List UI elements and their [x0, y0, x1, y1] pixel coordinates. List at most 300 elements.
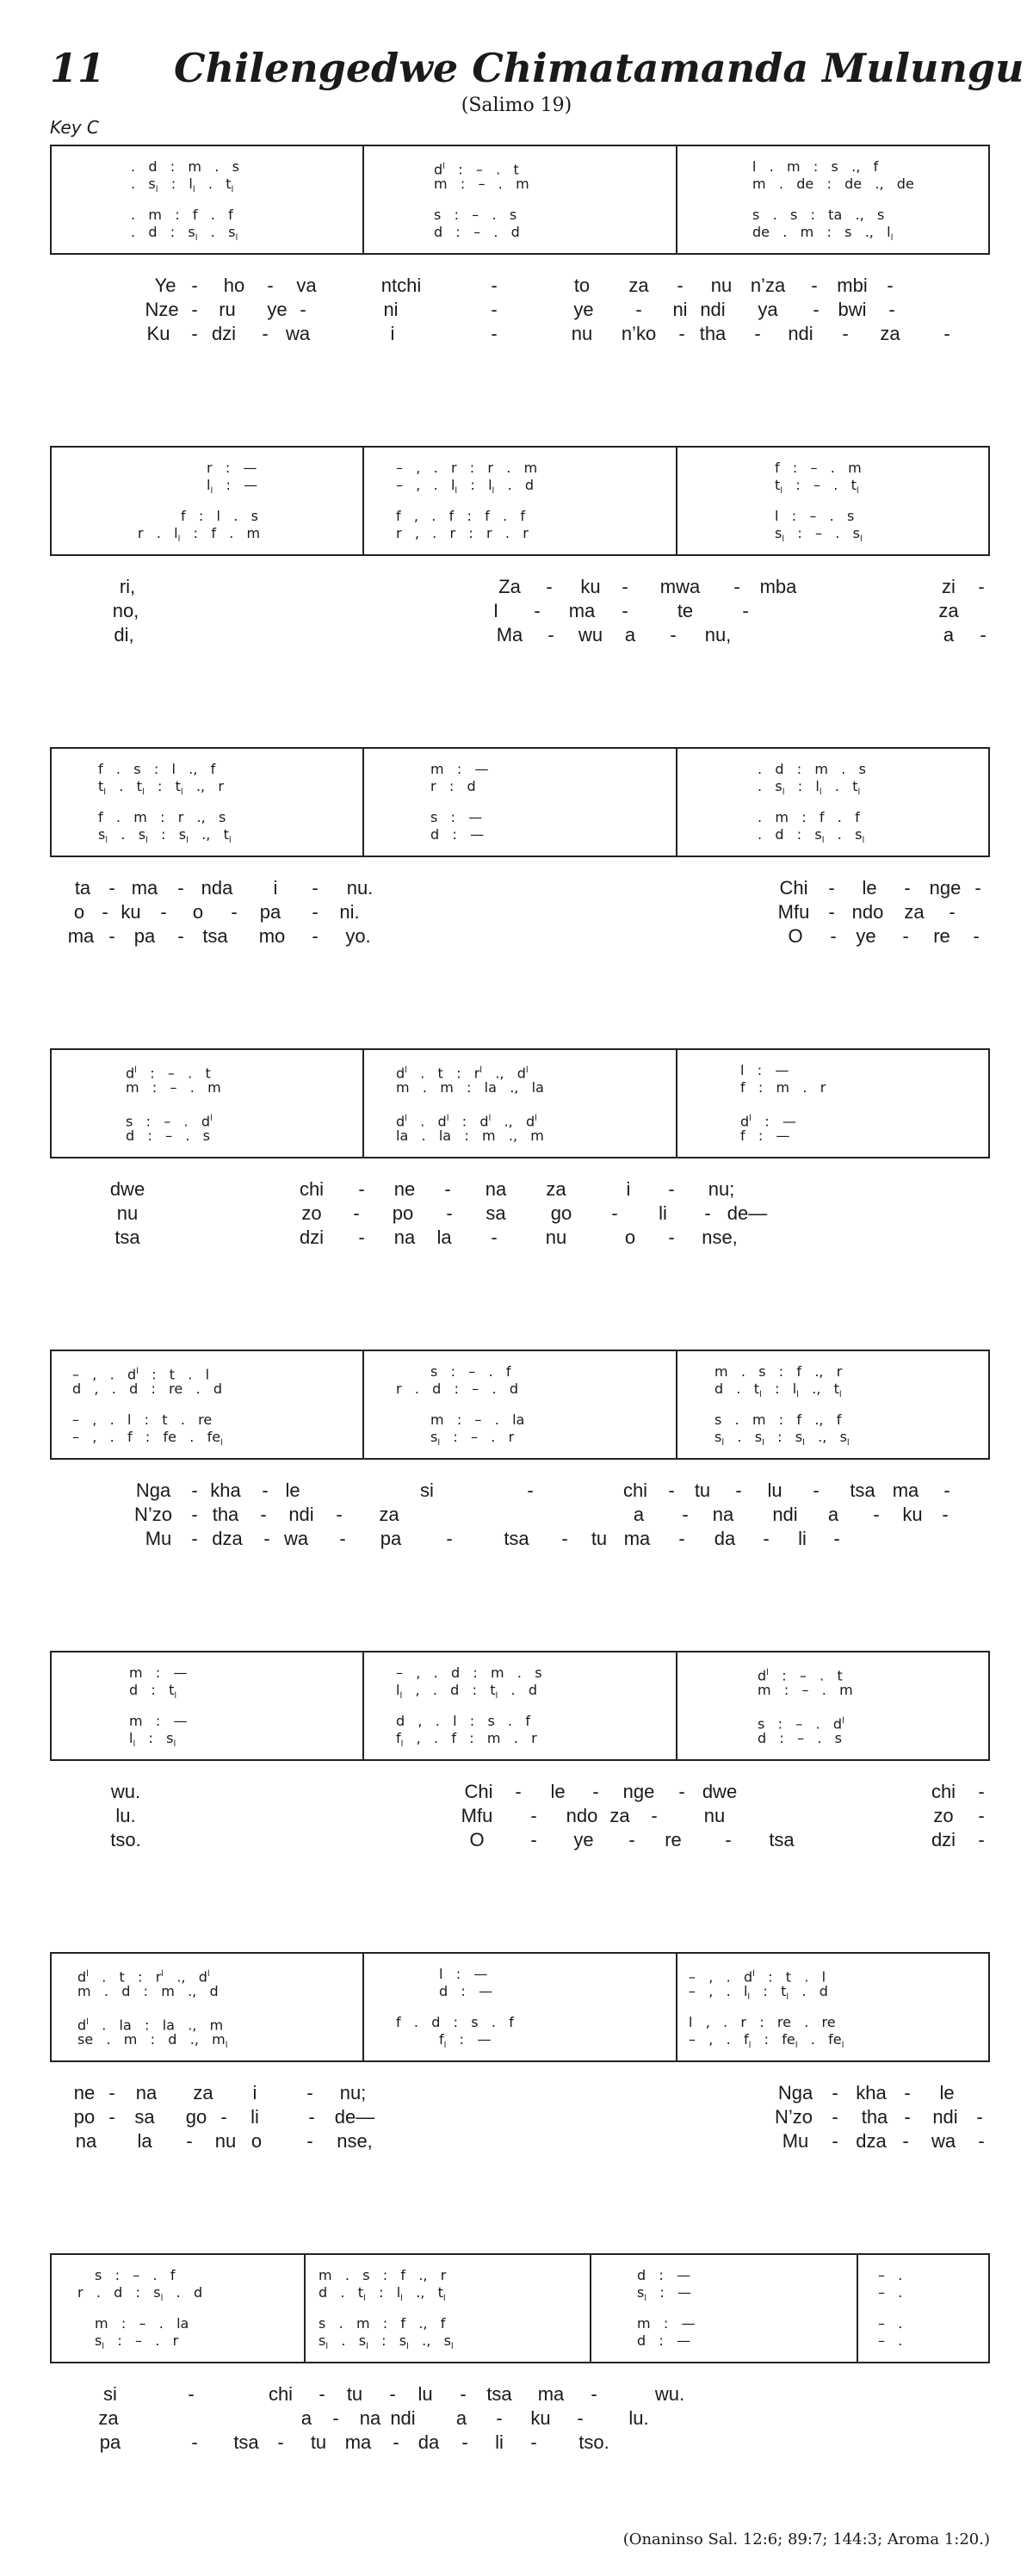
solfa-notes: $d^l$ : – . t: [434, 161, 519, 178]
lyric-hyphen: -: [980, 624, 987, 646]
lyric-syllable: zo: [301, 1202, 322, 1224]
lyric-hyphen: -: [534, 600, 541, 621]
lyric-hyphen: -: [306, 2082, 313, 2103]
solfa-notes: $d^l$ . t : $r^l$ ., $d^l$: [77, 1968, 210, 1986]
lyric-hyphen: -: [530, 1829, 537, 1850]
lyric-hyphen: -: [262, 1480, 269, 1501]
lyric-hyphen: -: [527, 1480, 534, 1501]
solfa-notes: l : —: [740, 1062, 789, 1078]
lyric-syllable: ho: [223, 275, 245, 296]
solfa-notes: m : —: [129, 1665, 188, 1681]
lyric-hyphen: -: [460, 2383, 467, 2405]
lyric-hyphen: -: [813, 1480, 820, 1501]
lyric-syllable: le: [939, 2082, 955, 2103]
solfa-notes: de . m : s ., $l_l$: [752, 224, 894, 244]
lyric-hyphen: -: [591, 2383, 597, 2405]
lyric-hyphen: -: [902, 925, 909, 947]
lyric-syllable: nu: [710, 275, 733, 296]
lyric-syllable: za: [628, 275, 649, 296]
lyric-hyphen: -: [622, 600, 628, 621]
lyric-syllable: za: [880, 323, 900, 344]
lyric-syllable: i: [252, 2082, 257, 2103]
lyric-syllable: ndi: [288, 1504, 314, 1525]
lyric-hyphen: -: [763, 1528, 770, 1549]
lyric-hyphen: -: [530, 2431, 537, 2453]
solfa-notes: $d^l$ : —: [740, 1113, 796, 1130]
solfa-notes: s : – . f: [430, 1363, 511, 1380]
solfa-line: [52, 2315, 988, 2332]
solfa-line: [52, 207, 988, 224]
lyric-syllable: N’zo: [133, 1504, 173, 1525]
lyric-syllable: nu,: [704, 624, 732, 646]
solfa-notes: $s_l$ . $s_l$ : $s_l$ ., $s_l$: [319, 2332, 454, 2352]
lyric-syllable: dzi: [299, 1226, 325, 1248]
lyric-syllable: O: [469, 1829, 485, 1850]
lyric-syllable: nu;: [708, 1178, 735, 1200]
music-system-6: [50, 1651, 990, 1761]
lyric-hyphen: -: [704, 1202, 711, 1224]
lyric-syllable: lu: [418, 2383, 433, 2405]
lyric-hyphen: -: [887, 275, 894, 296]
lyric-hyphen: -: [842, 323, 849, 344]
lyric-hyphen: -: [622, 576, 628, 597]
lyric-hyphen: -: [651, 1805, 658, 1826]
solfa-notes: – , . r : r . m: [396, 460, 538, 476]
hymn-subtitle: (Salimo 19): [461, 95, 572, 116]
solfa-notes: – , . $d^l$ : t . l: [689, 1968, 826, 1986]
lyric-syllable: na: [393, 1226, 416, 1248]
solfa-line: [52, 826, 988, 846]
lyric-syllable: ma: [67, 925, 95, 947]
solfa-notes: d : – . s: [126, 1127, 210, 1144]
lyric-line-verse-2: [0, 1503, 1033, 1527]
lyric-syllable: nge: [929, 877, 962, 899]
lyric-syllable: ni: [672, 299, 688, 320]
lyric-hyphen: -: [832, 2130, 838, 2152]
lyric-hyphen: -: [949, 901, 956, 923]
lyric-hyphen: -: [828, 877, 835, 899]
solfa-notes: d . $t_l$ : $l_l$ ., $t_l$: [319, 2284, 446, 2304]
lyric-syllable: mbi: [837, 275, 868, 296]
lyric-syllable: ye: [573, 1829, 594, 1850]
lyric-syllable: dza: [212, 1528, 243, 1549]
solfa-notes: $l_l$ , . d : $t_l$ . d: [396, 1682, 538, 1702]
lyric-hyphen: -: [943, 1480, 950, 1501]
lyric-hyphen: -: [191, 2431, 198, 2453]
lyric-hyphen: -: [108, 2106, 115, 2128]
lyric-syllable: ni.: [339, 901, 360, 923]
solfa-notes: la . la : m ., m: [396, 1127, 544, 1144]
lyric-hyphen: -: [491, 323, 498, 344]
lyric-syllable: no,: [112, 600, 139, 621]
lyric-hyphen: -: [108, 925, 115, 947]
lyric-syllable: dwe: [702, 1781, 738, 1802]
lyric-syllable: tha: [212, 1504, 239, 1525]
lyric-hyphen: -: [813, 299, 820, 320]
lyric-syllable: nge: [622, 1781, 655, 1802]
solfa-notes: s . m : f ., f: [714, 1412, 842, 1428]
lyric-syllable: chi: [299, 1178, 325, 1200]
lyric-syllable: Nga: [135, 1480, 171, 1501]
lyric-line-verse-1: [0, 274, 1033, 298]
solfa-notes: d : —: [637, 2267, 691, 2283]
solfa-notes: f : – . m: [775, 460, 862, 476]
lyric-syllable: Ku: [146, 323, 170, 344]
lyric-hyphen: -: [389, 2383, 396, 2405]
lyric-line-verse-1: [0, 1177, 1033, 1202]
lyric-syllable: za: [379, 1504, 399, 1525]
lyric-hyphen: -: [102, 901, 108, 923]
lyric-syllable: wu: [578, 624, 603, 646]
solfa-notes: l : – . s: [775, 508, 855, 524]
solfa-notes: – , . l : t . re: [72, 1412, 213, 1428]
lyric-hyphen: -: [635, 299, 642, 320]
lyric-syllable: dzi: [211, 323, 237, 344]
lyric-hyphen: -: [358, 1226, 365, 1248]
lyric-hyphen: -: [725, 1829, 732, 1850]
solfa-notes: – , . $d^l$ : t . l: [72, 1366, 210, 1383]
solfa-notes: s . m : f ., f: [319, 2315, 446, 2332]
lyric-syllable: ku: [902, 1504, 923, 1525]
lyric-syllable: ru: [219, 299, 236, 320]
solfa-notes: l , . r : re . re: [689, 2014, 836, 2030]
lyric-syllable: chi: [931, 1781, 956, 1802]
lyric-syllable: Mu: [782, 2130, 809, 2152]
solfa-notes: $t_l$ : – . $t_l$: [775, 477, 859, 497]
lyric-hyphen: -: [682, 1504, 689, 1525]
lyric-hyphen: -: [515, 1781, 522, 1802]
lyric-hyphen: -: [902, 2130, 909, 2152]
solfa-notes: $s_l$ . $s_l$ : $s_l$ ., $s_l$: [714, 1429, 850, 1449]
solfa-notes: $s_l$ . $s_l$ : $s_l$ ., $t_l$: [98, 826, 232, 846]
solfa-notes: r : —: [207, 460, 257, 476]
lyric-syllable: ndi: [932, 2106, 958, 2128]
solfa-notes: f . m : r ., s: [98, 809, 226, 825]
lyric-syllable: de—: [727, 1202, 768, 1224]
lyric-hyphen: -: [978, 2130, 985, 2152]
lyric-hyphen: -: [943, 323, 950, 344]
lyric-syllable: pa: [259, 901, 281, 923]
lyric-line-verse-3: [0, 1527, 1033, 1551]
solfa-notes: m : —: [129, 1713, 188, 1729]
solfa-notes: $f_l$ : —: [439, 2031, 492, 2051]
solfa-notes: m : —: [637, 2315, 696, 2332]
lyric-syllable: nda: [201, 877, 233, 899]
solfa-line: [52, 2267, 988, 2284]
lyric-syllable: tsa: [769, 1829, 795, 1850]
lyric-syllable: mwa: [659, 576, 701, 597]
lyric-syllable: n’ko: [621, 323, 657, 344]
lyric-syllable: ne: [73, 2082, 96, 2103]
lyric-hyphen: -: [678, 1528, 685, 1549]
lyric-syllable: le: [285, 1480, 300, 1501]
solfa-notes: $d^l$ . la : la ., m: [77, 2017, 224, 2034]
lyric-syllable: tsa: [114, 1226, 140, 1248]
solfa-notes: d : – . s: [758, 1730, 842, 1746]
lyric-hyphen: -: [339, 1528, 346, 1549]
lyric-syllable: re: [665, 1829, 682, 1850]
solfa-notes: $s_l$ : – . $s_l$: [775, 525, 863, 545]
lyric-syllable: ndi: [390, 2407, 416, 2429]
lyric-syllable: ndo: [566, 1805, 598, 1826]
lyric-syllable: si: [103, 2383, 117, 2405]
solfa-notes: – .: [878, 2315, 903, 2332]
solfa-notes: f . s : l ., f: [98, 761, 216, 777]
lyric-syllable: tu: [310, 2431, 327, 2453]
solfa-notes: m . d : m ., d: [77, 1983, 219, 1999]
music-system-7: [50, 1952, 990, 2062]
solfa-notes: l : —: [439, 1966, 488, 1982]
solfa-notes: $l_l$ : —: [207, 477, 258, 497]
lyric-line-verse-3: [0, 322, 1033, 346]
lyric-syllable: Ma: [496, 624, 523, 646]
solfa-notes: m . de : de ., de: [752, 176, 914, 192]
lyric-syllable: sa: [486, 1202, 506, 1224]
solfa-notes: $d^l$ : – . t: [758, 1667, 843, 1684]
lyric-hyphen: -: [358, 1178, 365, 1200]
lyric-hyphen: -: [220, 2106, 227, 2128]
solfa-notes: m : —: [430, 761, 489, 777]
lyric-syllable: na: [135, 2082, 158, 2103]
lyric-hyphen: -: [177, 925, 184, 947]
lyric-line-verse-1: [0, 2081, 1033, 2105]
lyric-syllable: sa: [134, 2106, 155, 2128]
lyric-syllable: a: [455, 2407, 467, 2429]
lyric-line-verse-3: [0, 2129, 1033, 2153]
lyric-hyphen: -: [976, 2106, 983, 2128]
lyric-line-verse-3: [0, 1226, 1033, 1250]
lyric-line-verse-1: [0, 1780, 1033, 1804]
solfa-line: [52, 1062, 988, 1082]
lyric-hyphen: -: [108, 877, 115, 899]
solfa-notes: – .: [878, 2284, 903, 2301]
lyric-hyphen: -: [833, 1528, 840, 1549]
lyric-line-verse-3: [0, 1828, 1033, 1852]
solfa-notes: f : m . r: [740, 1079, 826, 1096]
lyric-syllable: tha: [699, 323, 727, 344]
lyric-hyphen: -: [336, 1504, 343, 1525]
lyric-hyphen: -: [830, 925, 837, 947]
lyric-hyphen: -: [191, 299, 198, 320]
lyric-syllable: i: [626, 1178, 631, 1200]
lyric-syllable: nse,: [702, 1226, 738, 1248]
solfa-notes: m : – . m: [126, 1079, 221, 1096]
lyric-hyphen: -: [491, 275, 498, 296]
lyric-syllable: ndi: [772, 1504, 798, 1525]
solfa-notes: d : —: [439, 1983, 493, 1999]
lyric-syllable: go: [550, 1202, 572, 1224]
lyric-syllable: ma: [623, 1528, 651, 1549]
lyric-syllable: go: [185, 2106, 207, 2128]
solfa-line: [52, 1429, 988, 1449]
lyric-syllable: za: [546, 1178, 566, 1200]
solfa-notes: m : – . la: [95, 2315, 189, 2332]
lyric-syllable: za: [904, 901, 925, 923]
lyric-hyphen: -: [678, 323, 685, 344]
lyric-syllable: to: [573, 275, 591, 296]
lyric-hyphen: -: [978, 1805, 985, 1826]
solfa-notes: – .: [878, 2267, 903, 2283]
lyric-syllable: ta: [74, 877, 91, 899]
lyric-syllable: Mu: [145, 1528, 172, 1549]
lyric-syllable: bwi: [838, 299, 867, 320]
solfa-line: [52, 1412, 988, 1429]
lyric-hyphen: -: [677, 275, 684, 296]
lyric-syllable: a: [300, 2407, 312, 2429]
lyric-syllable: kha: [210, 1480, 241, 1501]
lyric-hyphen: -: [628, 1829, 635, 1850]
solfa-line: [52, 1381, 988, 1398]
lyric-hyphen: -: [353, 1202, 360, 1224]
solfa-line: [52, 1682, 988, 1702]
lyric-syllable: o: [624, 1226, 636, 1248]
lyric-syllable: li: [495, 2431, 504, 2453]
solfa-notes: f , . f : f . f: [396, 508, 525, 524]
lyric-line-verse-2: [0, 900, 1033, 924]
lyric-hyphen: -: [496, 2407, 503, 2429]
lyric-hyphen: -: [942, 1504, 949, 1525]
lyric-line-verse-1: [0, 575, 1033, 599]
solfa-notes: f : l . s: [181, 508, 258, 524]
solfa-line: [52, 2332, 988, 2350]
solfa-notes: $d^l$ . $d^l$ : $d^l$ ., $d^l$: [396, 1113, 537, 1130]
lyric-hyphen: -: [191, 323, 198, 344]
lyric-hyphen: -: [191, 1528, 198, 1549]
lyric-hyphen: -: [262, 323, 269, 344]
lyric-syllable: O: [788, 925, 803, 947]
lyric-syllable: de—: [334, 2106, 375, 2128]
lyric-syllable: da: [418, 2431, 440, 2453]
lyric-syllable: ya: [758, 299, 778, 320]
lyric-line-verse-2: [0, 599, 1033, 623]
solfa-notes: . d : $s_l$ . $s_l$: [131, 224, 238, 244]
solfa-line: [52, 1713, 988, 1733]
lyric-syllable: tsa: [202, 925, 228, 947]
lyric-syllable: Nga: [777, 2082, 813, 2103]
solfa-notes: – , . d : m . s: [396, 1665, 542, 1681]
solfa-notes: . m : f . f: [758, 809, 860, 825]
music-system-3: [50, 747, 990, 857]
solfa-notes: $s_l$ : —: [637, 2284, 692, 2304]
lyric-syllable: Za: [498, 576, 521, 597]
music-system-1: [50, 145, 990, 255]
solfa-notes: – , . $l_l$ : $t_l$ . d: [689, 1983, 828, 2003]
lyric-hyphen: -: [263, 1528, 270, 1549]
lyric-hyphen: -: [888, 299, 895, 320]
solfa-line: [52, 525, 988, 545]
lyric-syllable: po: [73, 2106, 96, 2128]
lyric-syllable: za: [193, 2082, 213, 2103]
lyric-hyphen: -: [733, 576, 740, 597]
lyric-hyphen: -: [742, 600, 749, 621]
lyric-syllable: tu: [346, 2383, 363, 2405]
lyric-line-verse-2: [0, 1202, 1033, 1226]
lyric-syllable: na: [75, 2130, 97, 2152]
lyric-hyphen: -: [231, 901, 238, 923]
solfa-notes: . $s_l$ : $l_l$ . $t_l$: [131, 176, 234, 195]
lyric-syllable: a: [624, 624, 636, 646]
lyric-hyphen: -: [904, 877, 911, 899]
lyric-syllable: ri,: [119, 576, 136, 597]
lyric-hyphen: -: [491, 1226, 498, 1248]
lyric-syllable: dza: [856, 2130, 887, 2152]
lyric-hyphen: -: [393, 2431, 399, 2453]
lyric-syllable: nu;: [339, 2082, 367, 2103]
lyric-syllable: ni: [383, 299, 399, 320]
lyric-hyphen: -: [904, 2082, 911, 2103]
lyric-syllable: ma: [537, 2383, 565, 2405]
lyric-syllable: o: [73, 901, 85, 923]
solfa-notes: – , . f : fe . $fe_l$: [72, 1429, 223, 1449]
lyric-syllable: re: [933, 925, 950, 947]
lyric-syllable: di,: [114, 624, 134, 646]
lyric-syllable: zo: [933, 1805, 954, 1826]
lyric-syllable: ndi: [788, 323, 813, 344]
lyric-hyphen: -: [260, 1504, 267, 1525]
lyric-hyphen: -: [668, 1480, 675, 1501]
lyric-syllable: ye: [267, 299, 288, 320]
music-system-4: [50, 1048, 990, 1158]
lyric-hyphen: -: [754, 323, 761, 344]
solfa-line: [52, 2284, 988, 2304]
lyric-hyphen: -: [267, 275, 274, 296]
lyric-hyphen: -: [973, 925, 980, 947]
lyric-syllable: la: [436, 1226, 452, 1248]
music-system-5: [50, 1350, 990, 1460]
lyric-hyphen: -: [186, 2130, 193, 2152]
lyric-syllable: ye: [573, 299, 594, 320]
solfa-notes: . m : f . f: [131, 207, 233, 223]
lyric-hyphen: -: [300, 299, 306, 320]
lyric-syllable: ma: [568, 600, 596, 621]
lyric-syllable: lu.: [628, 2407, 649, 2429]
lyric-hyphen: -: [188, 2383, 195, 2405]
lyric-syllable: tsa: [486, 2383, 512, 2405]
lyric-syllable: a: [633, 1504, 645, 1525]
lyric-syllable: ndi: [700, 299, 726, 320]
lyric-hyphen: -: [670, 624, 677, 646]
solfa-notes: r . $l_l$ : f . m: [138, 525, 261, 545]
lyric-syllable: mba: [759, 576, 797, 597]
lyric-syllable: li: [798, 1528, 807, 1549]
footnote: (Onaninso Sal. 12:6; 89:7; 144:3; Aroma 1:20.): [622, 2530, 990, 2548]
lyric-syllable: nu: [116, 1202, 139, 1224]
solfa-notes: – , . $l_l$ : $l_l$ . d: [396, 477, 535, 497]
solfa-notes: m : – . m: [758, 1682, 853, 1698]
lyric-syllable: a: [943, 624, 955, 646]
lyric-hyphen: -: [191, 1480, 198, 1501]
lyric-syllable: ndo: [851, 901, 884, 923]
solfa-line: [52, 158, 988, 176]
solfa-line: [52, 1110, 988, 1130]
lyric-hyphen: -: [547, 624, 554, 646]
solfa-notes: d , . d : re . d: [72, 1381, 222, 1397]
lyric-hyphen: -: [312, 925, 319, 947]
solfa-notes: f . d : s . f: [396, 2014, 514, 2030]
solfa-notes: s : – . s: [434, 207, 517, 223]
lyric-syllable: Chi: [464, 1781, 493, 1802]
solfa-notes: . d : m . s: [131, 158, 239, 175]
solfa-notes: m : – . m: [434, 176, 529, 192]
lyric-syllable: a: [827, 1504, 839, 1525]
lyric-syllable: si: [420, 1480, 434, 1501]
solfa-notes: s : – . f: [95, 2267, 176, 2283]
lyric-hyphen: -: [191, 1504, 198, 1525]
solfa-line: [52, 1363, 988, 1381]
solfa-notes: s : – . $d^l$: [758, 1715, 844, 1733]
lyric-syllable: wu.: [654, 2383, 685, 2405]
lyric-syllable: tso.: [578, 2431, 609, 2453]
